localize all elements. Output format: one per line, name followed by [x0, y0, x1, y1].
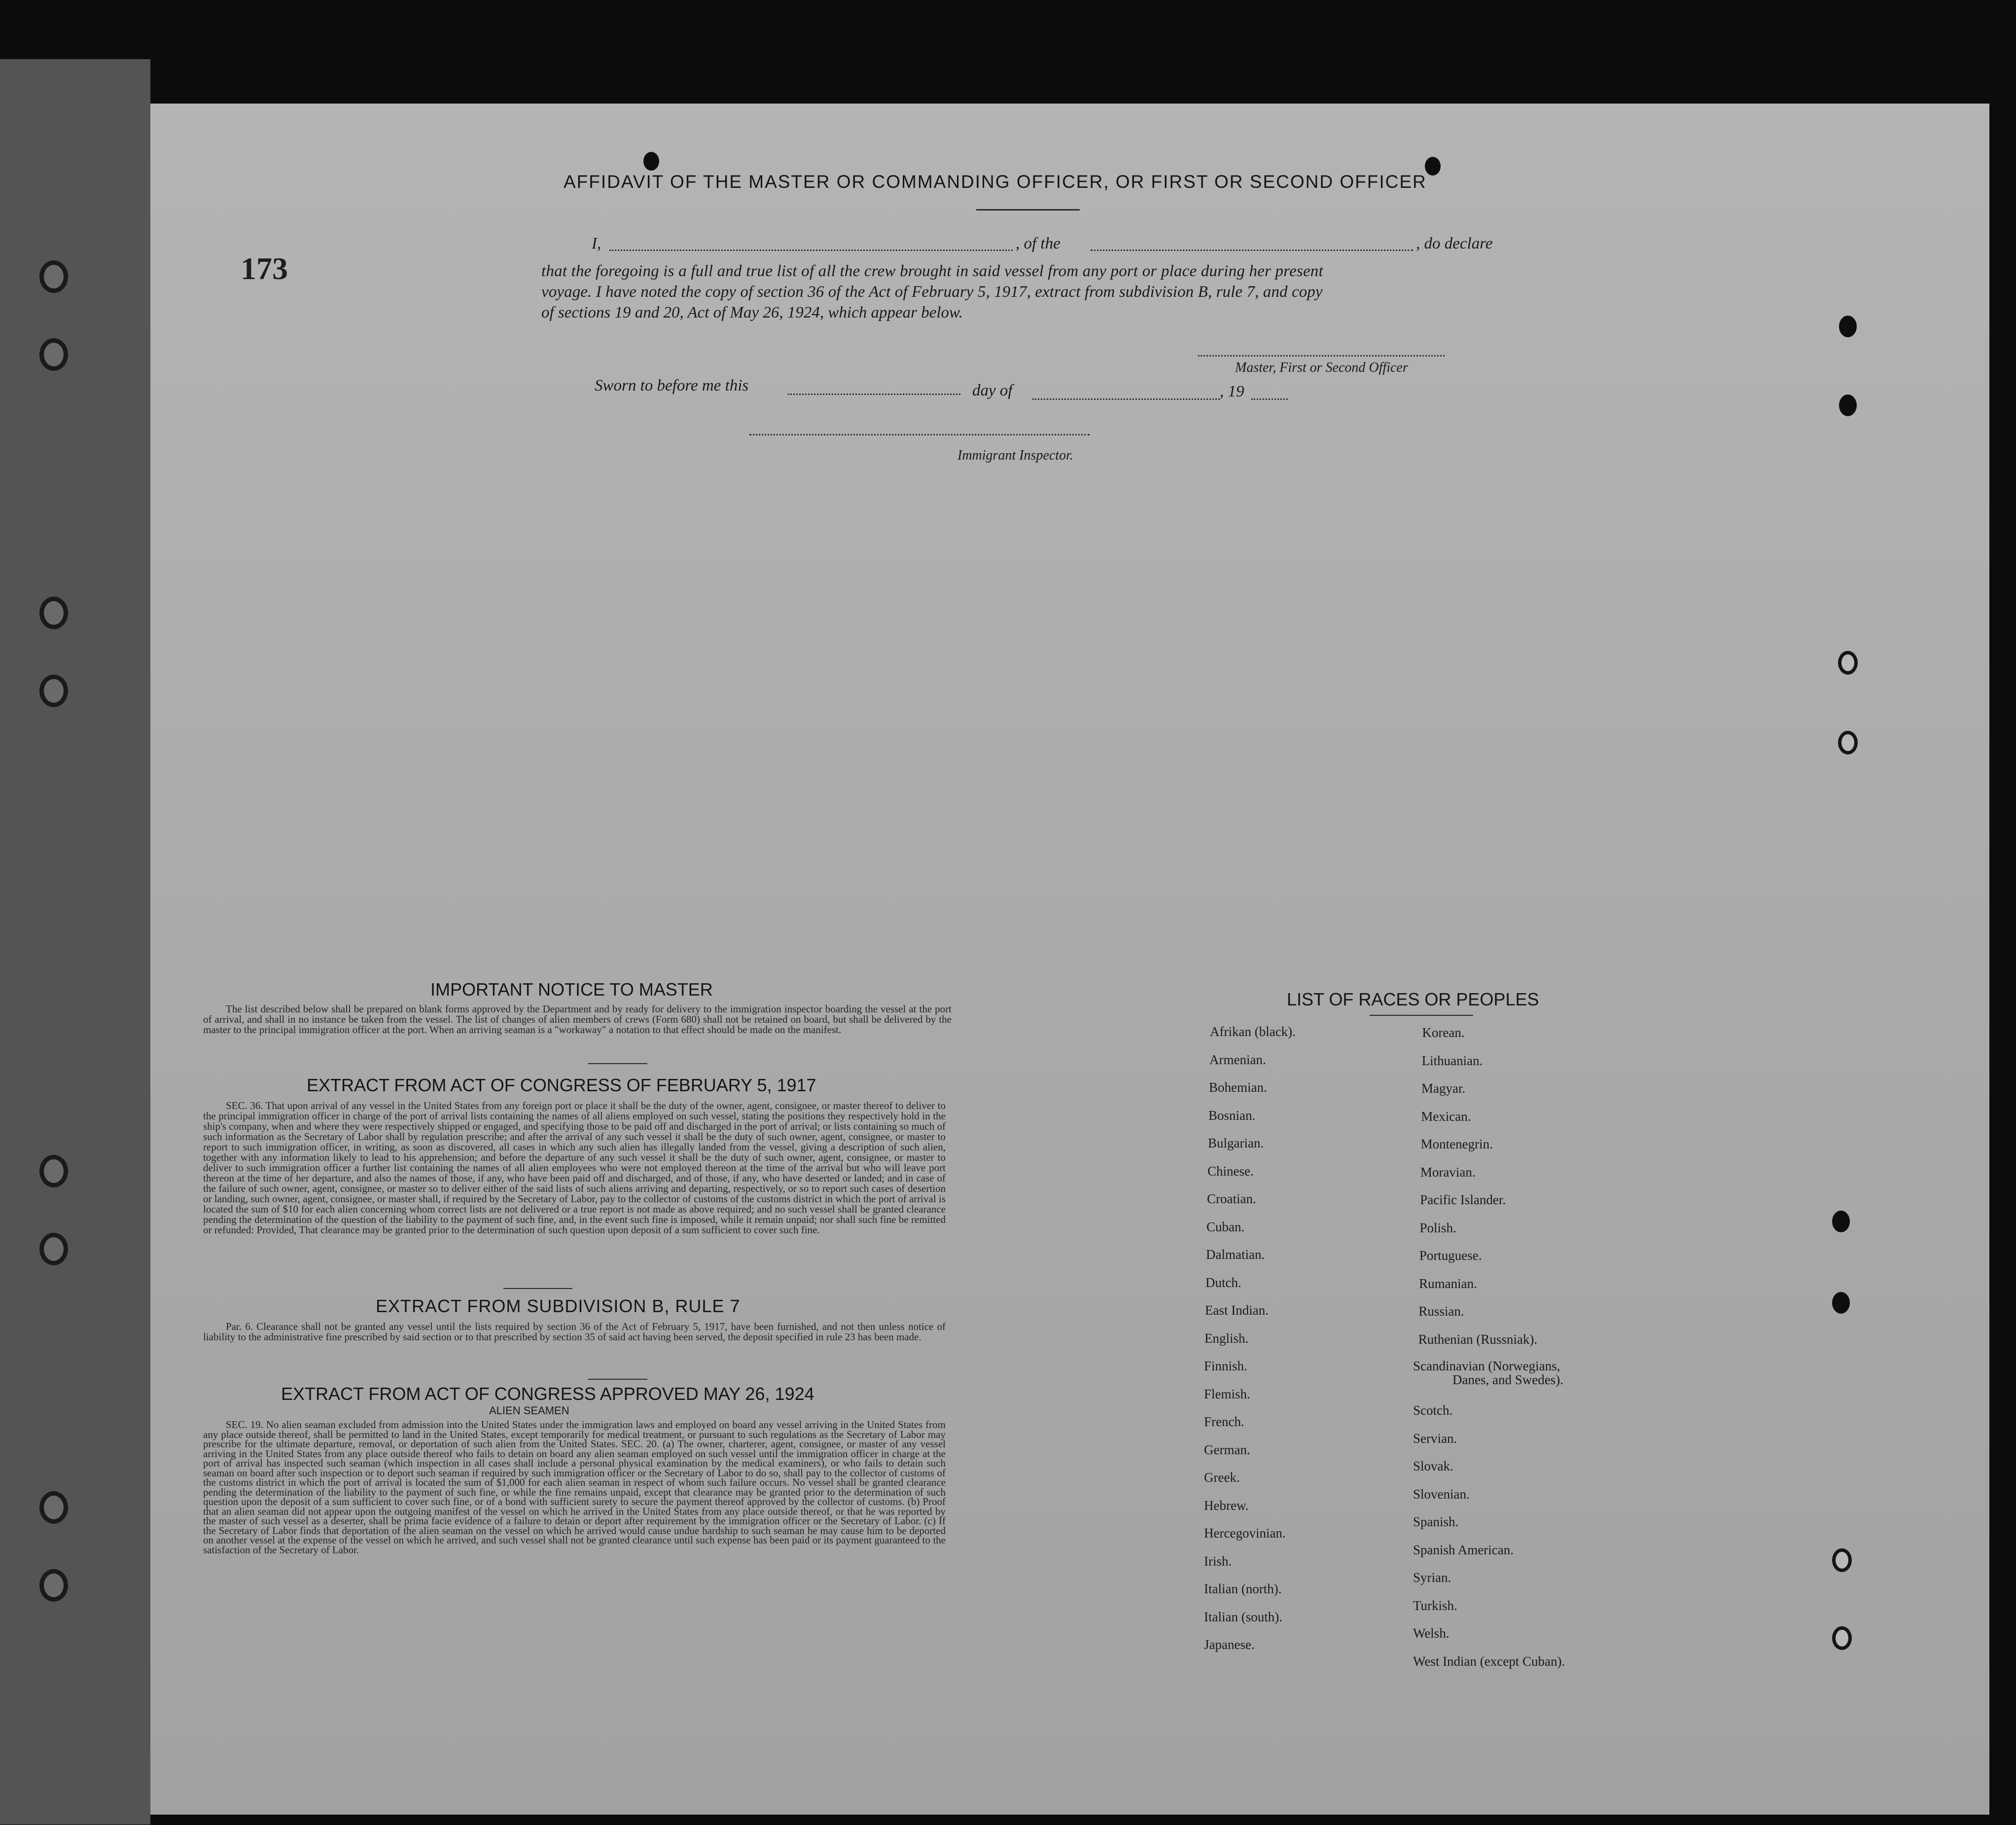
punch-hole — [1832, 1548, 1852, 1572]
section-rule — [503, 1288, 572, 1289]
extract-1924-heading: EXTRACT FROM ACT OF CONGRESS APPROVED MAY 26, 1924 — [281, 1384, 814, 1404]
race-item: Armenian. — [1209, 1052, 1266, 1067]
sworn-label: Sworn to before me this — [595, 377, 749, 394]
declare-label: , do declare — [1416, 235, 1493, 252]
race-item: Afrikan (black). — [1210, 1024, 1296, 1039]
race-item: Syrian. — [1413, 1570, 1451, 1585]
race-item: Japanese. — [1204, 1637, 1255, 1652]
affidavit-line-3: of sections 19 and 20, Act of May 26, 1924, which appear below. — [541, 304, 963, 322]
year-label: , 19 — [1220, 383, 1244, 400]
section-rule — [588, 1063, 647, 1064]
punch-hole — [1839, 316, 1857, 337]
race-item: Flemish. — [1204, 1386, 1250, 1401]
affiant-name-field[interactable] — [609, 250, 1013, 251]
race-item: Moravian. — [1420, 1164, 1476, 1180]
race-item: Bulgarian. — [1208, 1136, 1264, 1150]
race-item: Pacific Islander. — [1420, 1192, 1506, 1207]
race-item: Ruthenian (Russniak). — [1418, 1331, 1538, 1347]
race-item: Magyar. — [1421, 1081, 1466, 1096]
race-item: Chinese. — [1207, 1163, 1254, 1179]
punch-hole — [1838, 731, 1858, 754]
races-heading: LIST OF RACES OR PEOPLES — [1287, 989, 1539, 1009]
affidavit-line-2: voyage. I have noted the copy of section 36 of the Act of February 5, 1917, extract from subdivision B, rule 7, and copy — [541, 283, 1323, 301]
race-item: Bosnian. — [1208, 1108, 1256, 1123]
manifest-page — [150, 104, 1989, 1815]
subdivision-b-heading: EXTRACT FROM SUBDIVISION B, RULE 7 — [376, 1296, 741, 1316]
race-item: French. — [1204, 1414, 1244, 1429]
race-item: Portuguese. — [1419, 1248, 1482, 1263]
race-item: Italian (south). — [1204, 1609, 1282, 1624]
race-item: Spanish. — [1413, 1514, 1459, 1529]
vessel-label: , of the — [1016, 235, 1061, 252]
race-item: Scandinavian (Norwegians, — [1413, 1359, 1560, 1373]
binder-hole — [39, 1491, 68, 1524]
binder-hole — [39, 1233, 68, 1265]
race-item: Korean. — [1422, 1025, 1465, 1040]
race-item: Polish. — [1419, 1220, 1456, 1235]
race-item: Slovenian. — [1413, 1486, 1470, 1502]
inspector-label: Immigrant Inspector. — [957, 448, 1073, 463]
extract-1917-text: SEC. 36. That upon arrival of any vessel in the United States from any foreign port or place it shall be the duty of the owner, agent, consignee, or master thereof to deliver to the principal immigration officer in charge of the port of arrival lists containing the names of all aliens employed on such vessel, stating the positions they respectively hold in the ship's company, when and where they were respectively shipped or engaged, and specifying those to be paid off and discharged in the port of arrival; or lists containing so much of such information as the Secretary of Labor shall by regulation prescribe; and after the arrival of any such vessel it shall be the duty of such owner, agent, consignee, or master to report to such immigration officer, in writing, as soon as discovered, all cases in which any such alien has illegally landed from the vessel, giving a description of such alien, together with any information likely to lead to his apprehension; and before the departure of any such vessel it shall be the duty of such owner, agent, consignee, or master to deliver to such immigration officer a further list containing the names of all alien employees who were not employed thereon at the time of the arrival but who will leave port thereon at the time of her departure, and also the names of those, if any, who have been paid off and discharged, and of those, if any, who have deserted or landed; and in case of the failure of such owner, agent, consignee, or master so to deliver either of the said lists of such aliens arriving and departing, respectively, or so to report such cases of desertion or landing, such owner, agent, consignee, or master shall, if required by the Secretary of Labor, pay to the collector of customs of the customs district in which the port of arrival is located the sum of $10 for each alien concerning whom correct lists are not delivered or a true report is not made as above required; and no such vessel shall be granted clearance pending the determination of the question of the liability to the payment of such fine, and, in the event such fine is imposed, while it remain unpaid; nor shall such fine be remitted or refunded: Provided, That clearance may be granted prior to the determination of such question upon deposit of a sum sufficient to cover such fine. — [203, 1100, 946, 1236]
alien-seamen-subheading: ALIEN SEAMEN — [489, 1404, 569, 1417]
races-right-column-bottom — [1413, 1396, 1565, 1675]
race-item: German. — [1204, 1442, 1250, 1457]
race-item: Hebrew. — [1204, 1498, 1249, 1513]
punch-hole — [1832, 1211, 1850, 1232]
race-item: Welsh. — [1413, 1626, 1450, 1641]
race-item: Servian. — [1413, 1431, 1457, 1446]
extract-1917-heading: EXTRACT FROM ACT OF CONGRESS OF FEBRUARY 5, 1917 — [307, 1075, 816, 1095]
punch-hole — [1838, 651, 1858, 675]
race-item: Mexican. — [1421, 1109, 1471, 1124]
race-item: Finnish. — [1204, 1359, 1247, 1373]
punch-hole — [1425, 157, 1441, 176]
sworn-day-field[interactable] — [788, 394, 960, 395]
races-scandinavian — [1413, 1359, 1563, 1387]
race-item: East Indian. — [1205, 1303, 1269, 1318]
race-item: Croatian. — [1207, 1191, 1256, 1206]
punch-hole — [643, 152, 659, 171]
race-item: Turkish. — [1413, 1598, 1457, 1613]
binder-hole — [39, 1569, 68, 1602]
binder-hole — [39, 597, 68, 629]
punch-hole — [1832, 1626, 1852, 1650]
race-item: Russian. — [1418, 1304, 1464, 1319]
race-item: Italian (north). — [1204, 1581, 1282, 1596]
race-item: Danes, and Swedes). — [1452, 1372, 1563, 1387]
master-signature-field[interactable] — [1198, 355, 1445, 357]
notice-text: The list described below shall be prepared on blank forms approved by the Department and by ready for delivery to the immigration inspector boarding the vessel at the port of arrival, and shall in no instance be taken from the vessel. The list of changes of alien members of crews (Form 680) shall not be retained on board, but shall be delivered by the master to the principal immigration officer at the port. When an arriving seaman is a "workaway" a notation to that effect should be made on the manifest. — [203, 1003, 952, 1036]
race-item: Irish. — [1204, 1553, 1232, 1569]
affiant-label: I, — [592, 235, 601, 252]
race-item: English. — [1204, 1330, 1249, 1346]
races-rule — [1370, 1015, 1473, 1016]
heading-rule — [976, 209, 1080, 211]
affidavit-heading: AFFIDAVIT OF THE MASTER OR COMMANDING OFFICER, OR FIRST OR SECOND OFFICER — [564, 172, 1427, 192]
master-signature-label: Master, First or Second Officer — [1235, 360, 1408, 375]
race-item: Montenegrin. — [1420, 1137, 1493, 1151]
race-item: Hercegovinian. — [1204, 1526, 1286, 1540]
race-item: Cuban. — [1206, 1219, 1245, 1234]
day-of-label: day of — [972, 382, 1013, 399]
punch-hole — [1839, 394, 1857, 416]
affidavit-line-1: that the foregoing is a full and true list of all the crew brought in said vessel from any port or place during her present — [541, 262, 1323, 280]
race-item: West Indian (except Cuban). — [1413, 1653, 1565, 1669]
binder-strip — [0, 59, 150, 1825]
extract-1924-text: SEC. 19. No alien seaman excluded from admission into the United States under the immigration laws and employed on board any vessel arriving in the United States from any place outside thereof, shall be permitted to land in the United States, except temporarily for medical treatment, or pursuant to such regulations as the Secretary of Labor may prescribe for the ultimate departure, removal, or deportation of such alien from the United States. SEC. 20. (a) The owner, charterer, agent, consignee, or master of any vessel arriving in the United States from any place outside thereof who fails to detain on board any alien seaman employed on such vessel until the immigration officer in charge at the port of arrival has inspected such seaman (which inspection in all cases shall include a personal physical examination by the medical examiners), or who fails to detain such seaman on board after such inspection or to deport such seaman if required by such immigration officer or the Secretary of Labor to do so, shall pay to the collector of customs of the customs district in which the port of arrival is located the sum of $1,000 for each alien seaman in respect of whom such failure occurs. No vessel shall be granted clearance pending the determination of the liability to the payment of such fine, or while the fine remains unpaid, except that clearance may be granted prior to the determination of such question upon the deposit of a sum sufficient to cover such fine, or of a bond with sufficient surety to secure the payment thereof approved by the collector of customs. (b) Proof that an alien seaman did not appear upon the outgoing manifest of the vessel on which he arrived in the United States from any place outside thereof, or that he was reported by the master of such vessel as a deserter, shall be prima facie evidence of a failure to detain or deport after requirement by the immigration officer or the Secretary of Labor. (c) If the Secretary of Labor finds that deportation of the alien seaman on the vessel on which he arrived would cause undue hardship to such seaman he may cause him to be deported on another vessel at the expense of the vessel on which he arrived, and such vessel shall not be granted clearance until such expense has been paid or its payment guaranteed to the satisfaction of the Secretary of Labor. — [203, 1419, 946, 1556]
punch-hole — [1832, 1292, 1850, 1314]
race-item: Slovak. — [1413, 1459, 1453, 1473]
inspector-signature-field[interactable] — [749, 434, 1090, 435]
section-rule — [588, 1379, 647, 1380]
races-left-column — [1204, 1018, 1296, 1659]
vessel-name-field[interactable] — [1091, 250, 1413, 251]
binder-hole — [39, 338, 68, 371]
sworn-year-field[interactable] — [1251, 398, 1288, 400]
race-item: Dutch. — [1205, 1275, 1241, 1290]
race-item: Lithuanian. — [1421, 1053, 1483, 1068]
race-item: Dalmatian. — [1206, 1247, 1265, 1262]
binder-hole — [39, 675, 68, 707]
race-item: Spanish American. — [1413, 1542, 1514, 1557]
race-item: Rumanian. — [1419, 1276, 1477, 1291]
notice-heading: IMPORTANT NOTICE TO MASTER — [430, 979, 713, 1000]
race-item: Scotch. — [1413, 1403, 1453, 1418]
race-item: Bohemian. — [1209, 1080, 1267, 1095]
binder-hole — [39, 260, 68, 293]
binder-hole — [39, 1155, 68, 1187]
race-item: Greek. — [1204, 1470, 1240, 1485]
subdivision-b-text: Par. 6. Clearance shall not be granted any vessel until the lists required by section 36 of the Act of February 5, 1917, have been furnished, and not then unless notice of liability to the administrative fine prescribed by said section or to that prescribed by section 35 of said act having been served, the deposit specified in rule 23 has been made. — [203, 1321, 946, 1343]
races-right-column-top — [1418, 1019, 1537, 1353]
sworn-month-field[interactable] — [1032, 398, 1220, 400]
stamp-number: 173 — [241, 251, 288, 286]
